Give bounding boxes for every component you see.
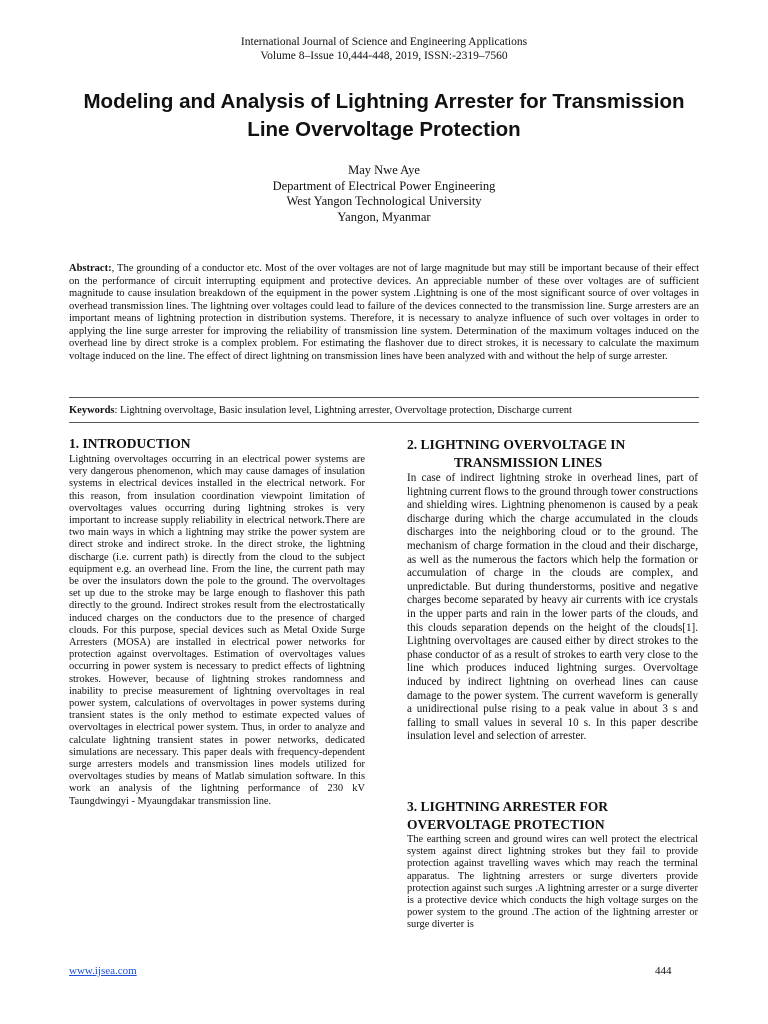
journal-name: International Journal of Science and Engineering Applications [240, 36, 528, 48]
section-heading-line2: TRANSMISSION LINES [454, 455, 603, 470]
paper-title: Modeling and Analysis of Lightning Arrester for Transmission Line Overvoltage Protection [83, 90, 685, 141]
page-number: 444 [655, 965, 672, 977]
section-body: The earthing screen and ground wires can well protect the electrical system against direct lightning strokes but they fail to provide protection against travelling waves which may reach the terminal apparatus. The lightning arresters or surge diverters provide protection against such surges .A lightning arrester or a surge diverter is a protective device which conducts the high voltage surges on the power system to the ground .The action of the lightning arrester or surge diverter is [407, 834, 698, 931]
keywords-bottom-rule [69, 422, 699, 423]
author-name: May Nwe Aye [348, 163, 420, 177]
journal-header [0, 35, 768, 63]
section-heading [407, 436, 698, 472]
keywords-label: Keywords [69, 405, 115, 416]
author-location: Yangon, Myanmar [337, 209, 431, 224]
section-heading-line1: 2. LIGHTNING OVERVOLTAGE IN [407, 437, 626, 452]
section-body: In case of indirect lightning stroke in overhead lines, part of lightning current flows to the ground through tower constructions and shielding wires. Lightning phenomenon is caused by a peak discharge during which the charge accumulated in the clouds discharges into the neighboring cloud or to the ground. The mechanism of charge formation in the cloud and their discharge, as well as the numerous the factors which help the formation or accumulation of charge in the clouds are complex, and unpredictable. But during thunderstorms, positive and negative charges become separated by heavy air currents with ice crystals in the upper parts and rain in the lower parts of the clouds, and this clouds separation depends on the height of the clouds[1]. Lightning overvoltages are caused either by direct strokes to the phase conductor of as a result of strokes to earth very close to the line which produces induced lightning surges. Overvoltage induced by indirect lightning on overhead lines can cause damage to the power system. The current waveform is generally a unidirectional pulse rising to a peak value in about 3 s and falling to small values in several 10 s. In this paper describe insulation level and selection of arrester. [407, 472, 698, 743]
author-department: Department of Electrical Power Engineering [272, 178, 496, 193]
abstract-text: , The grounding of a conductor etc. Most of the over voltages are not of large magnitude but may still be important because of their effect on the performance of circuit interrupting equipment and protective devices. An appreciable number of these over voltages are of sufficient magnitude to cause insulation breakdown of the equipment in the power system .Lightning is one of the most significant source of over voltages in overhead transmission lines. The lightning over voltages could lead to failure of the devices connected to the transmission line. Surge arresters are an important means of lightning protection in distribution systems. Therefore, it is necessary to analyze influence of such over voltages in order to applying the line surge arrester for improving the reliability of transmission line system. Determination of the maximum voltages induced on the overhead line by direct stroke is a complex problem. For estimating the flashover due to direct strokes, it is necessary to calculate the maximum voltage induced on the line. The effect of direct lightning on transmission lines have been analyzed with and without the help of surge arrester. [69, 263, 699, 362]
section-lightning-arrester [407, 798, 698, 932]
abstract [69, 263, 699, 363]
keywords [69, 404, 699, 417]
website-link[interactable]: www.ijsea.com [69, 965, 137, 977]
abstract-label: Abstract: [69, 263, 112, 274]
section-heading: 1. INTRODUCTION [69, 436, 191, 451]
section-heading [407, 798, 698, 834]
section-heading-line2: OVERVOLTAGE PROTECTION [407, 817, 605, 832]
keywords-top-rule [69, 397, 699, 398]
journal-volume: Volume 8–Issue 10,444-448, 2019, ISSN:-2319–7560 [260, 50, 508, 62]
author-university: West Yangon Technological University [286, 194, 482, 208]
section-heading-line1: 3. LIGHTNING ARRESTER FOR [407, 799, 609, 814]
author-block [0, 163, 768, 225]
section-introduction [69, 436, 365, 808]
section-body: Lightning overvoltages occurring in an electrical power systems are very dangerous phenomenon, which may cause damages of insulation systems in electrical devices installed in the electrical network. For this reason, from insulation coordination viewpoint limitation of overvoltages values occurring during lightning strokes is very important to increase supply reliability in electrical network.There are two main ways in which a lightning may strike the power system are direct stroke and indirect stroke. In the direct stroke, the lightning discharge (i.e. current path) is directly from the cloud to the subject equipment e.g. an overhead line. From the line, the current path may be over the insulators down the pole to the ground. The overvoltages set up due to the stroke may be large enough to flashover this path directly to the ground. Indirect strokes result from the electrostatically induced charges on the conductors due to the presence of charged clouds. For this purpose, special devices such as Metal Oxide Surge Arresters (MOSA) are installed in electrical power networks for protection against overvoltages. Estimation of overvoltages values occurring in power system is necessary to predict effects of lightning strokes. However, because of lightning strokes randomness and inability to precise measurement of lightning overvoltages in real power system, calculations of overvoltages in power systems during transient states is the only method to estimate expected values of overvoltages in electrical power system. Thus, in order to analyze and calculate lightning transient states in power networks, dedicated simulations are necessary. This paper deals with frequency-dependent surge arresters models and transmission lines models utilized for overvoltages studies by means of Matlab simulation software. In this work an analysis of the lightning performance of 230 kV Taungdwingyi - Myaungdakar transmission line. [69, 454, 365, 807]
section-lightning-overvoltage [407, 436, 698, 744]
keywords-text: : Lightning overvoltage, Basic insulation level, Lightning arrester, Overvoltage protection, Discharge current [114, 405, 572, 416]
